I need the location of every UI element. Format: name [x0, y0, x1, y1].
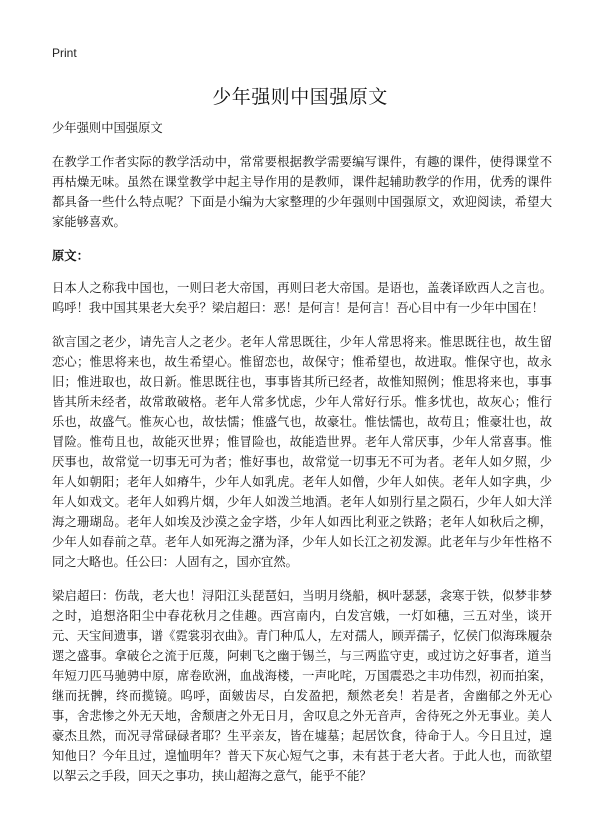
- text-paragraph-3: 梁启超曰：伤哉，老大也！浔阳江头琵琶妇，当明月绕船，枫叶瑟瑟，衾寒于铁，似梦非梦之时，追想洛阳尘中春花秋月之佳趣。西宫南内，白发宫娥，一灯如穗，三五对坐，谈开元、天宝间遗事，谱《霓裳羽衣曲》。青门种瓜人，左对孺人，顾弄孺子，忆侯门似海珠履杂遝之盛事。拿破仑之流于厄蔑，阿剌飞之幽于锡兰，与三两监守吏，或过访之好事者，道当年短刀匹马驰骋中原，席卷欧洲，血战海楼，一声叱咤，万国震恐之丰功伟烈，初而拍案，继而抚髀，终而揽镜。呜呼，面皴齿尽，白发盈把，颓然老矣！若是者，舍幽郁之外无心事，舍悲惨之外无天地，舍颓唐之外无日月，舍叹息之外无音声，舍待死之外无事业。美人豪杰且然，而况寻常碌碌者耶？生平亲友，皆在墟墓；起居饮食，待命于人。今日且过，遑知他日？今年且过，遑恤明年？普天下灰心短气之事，未有甚于老大者。于此人也，而欲望以挐云之手段，回天之事功，挟山超海之意气，能乎不能？: [52, 589, 552, 783]
- print-link[interactable]: Print: [52, 46, 77, 60]
- text-paragraph-2: 欲言国之老少，请先言人之老少。老年人常思既往，少年人常思将来。惟思既往也，故生留恋心；惟思将来也，故生希望心。惟留恋也，故保守；惟希望也，故进取。惟保守也，故永旧；惟进取也，故日新。惟思既往也，事事皆其所已经者，故惟知照例；惟思将来也，事事皆其所未经者，故常敢破格。老年人常多忧虑，少年人常好行乐。惟多忧也，故灰心；惟行乐也，故盛气。惟灰心也，故怯懦；惟盛气也，故豪壮。惟怯懦也，故苟且；惟豪壮也，故冒险。惟苟且也，故能灭世界；惟冒险也，故能造世界。老年人常厌事，少年人常喜事。惟厌事也，故常觉一切事无可为者；惟好事也，故常觉一切事无不可为者。老年人如夕照，少年人如朝阳；老年人如瘠牛，少年人如乳虎。老年人如僧，少年人如侠。老年人如字典，少年人如戏文。老年人如鸦片烟，少年人如泼兰地酒。老年人如别行星之陨石，少年人如大洋海之珊瑚岛。老年人如埃及沙漠之金字塔，少年人如西比利亚之铁路；老年人如秋后之柳，少年人如春前之草。老年人如死海之潴为泽，少年人如长江之初发源。此老年与少年性格不同之大略也。任公曰：人固有之，国亦宜然。: [52, 335, 552, 569]
- section-heading: 原文：: [52, 249, 89, 263]
- intro-paragraph: 在教学工作者实际的教学活动中，常常要根据教学需要编写课件，有趣的课件，使得课堂不再枯燥无味。虽然在课堂教学中起主导作用的是教师，课件起辅助教学的作用，优秀的课件都具备一些什么特点呢？下面是小编为大家整理的少年强则中国强原文，欢迎阅读，希望大家能够喜欢。: [52, 155, 552, 229]
- article-subtitle: 少年强则中国强原文: [52, 121, 163, 135]
- article-body: [52, 118, 552, 800]
- page-title: 少年强则中国强原文: [212, 86, 388, 108]
- text-paragraph-1: 日本人之称我中国也，一则曰老大帝国，再则曰老大帝国。是语也，盖袭译欧西人之言也。呜呼！我中国其果老大矣乎？梁启超曰：恶！是何言！是何言！吾心目中有一少年中国在！: [52, 281, 552, 315]
